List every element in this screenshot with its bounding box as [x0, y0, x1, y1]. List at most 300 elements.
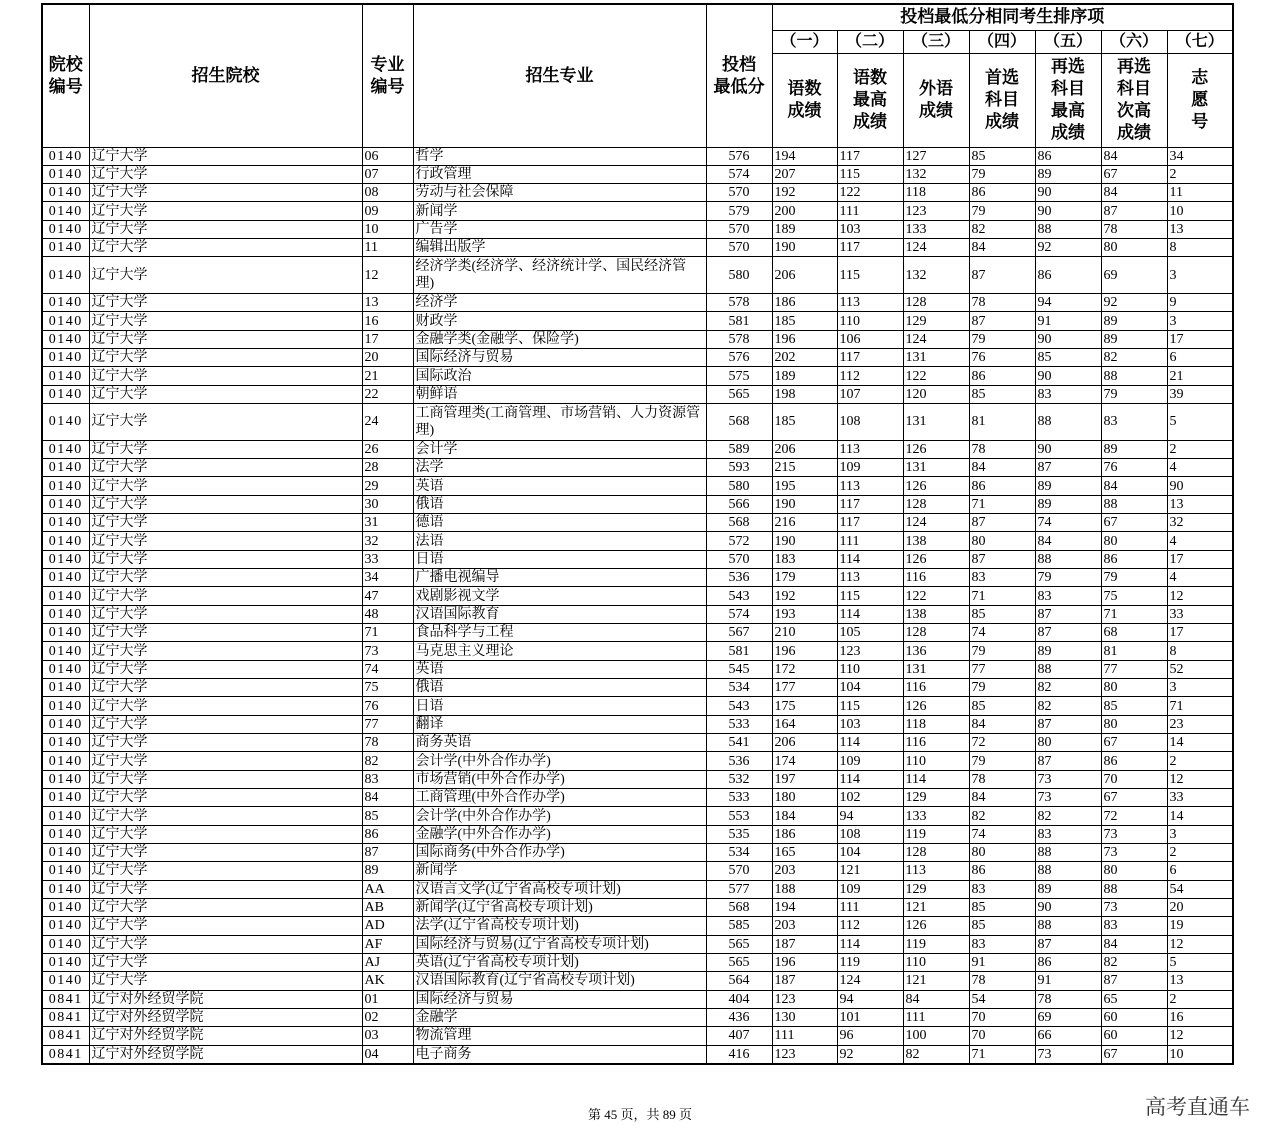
- reselect-second-cell: 80: [1101, 239, 1167, 257]
- chinese-math-score-cell: 165: [772, 844, 837, 862]
- foreign-language-cell: 133: [903, 807, 969, 825]
- chinese-math-score-cell: 210: [772, 624, 837, 642]
- table-row: [42, 385, 1233, 403]
- reselect-highest-cell: 90: [1035, 898, 1101, 916]
- major-code-cell: 07: [362, 165, 413, 183]
- foreign-language-cell: 116: [903, 679, 969, 697]
- min-score-cell: 533: [706, 789, 772, 807]
- preference-number-cell: 2: [1167, 752, 1233, 770]
- table-row: [42, 349, 1233, 367]
- chinese-math-score-cell: 183: [772, 550, 837, 568]
- reselect-second-cell: 68: [1101, 624, 1167, 642]
- chinese-math-score-cell: 202: [772, 349, 837, 367]
- preference-number-cell: 9: [1167, 294, 1233, 312]
- reselect-highest-cell: 83: [1035, 825, 1101, 843]
- first-subject-cell: 78: [969, 770, 1035, 788]
- reselect-second-cell: 67: [1101, 734, 1167, 752]
- major-name-cell: 编辑出版学: [413, 239, 706, 257]
- reselect-second-cell: 70: [1101, 770, 1167, 788]
- school-name-cell: 辽宁大学: [89, 532, 362, 550]
- chinese-math-score-cell: 177: [772, 679, 837, 697]
- major-code-cell: 06: [362, 147, 413, 165]
- preference-number-cell: 17: [1167, 624, 1233, 642]
- chinese-math-score-cell: 185: [772, 312, 837, 330]
- min-score-cell: 566: [706, 495, 772, 513]
- school-name-cell: 辽宁大学: [89, 367, 362, 385]
- min-score-cell: 565: [706, 935, 772, 953]
- major-name-cell: 日语: [413, 697, 706, 715]
- foreign-language-cell: 132: [903, 165, 969, 183]
- reselect-second-cell: 73: [1101, 825, 1167, 843]
- school-name-cell: 辽宁大学: [89, 844, 362, 862]
- table-row: [42, 844, 1233, 862]
- major-name-cell: 会计学: [413, 440, 706, 458]
- min-score-cell: 578: [706, 294, 772, 312]
- school-name-cell: 辽宁大学: [89, 624, 362, 642]
- school-code-cell: 0140: [42, 440, 89, 458]
- major-code-cell: 21: [362, 367, 413, 385]
- school-code-cell: 0140: [42, 294, 89, 312]
- preference-number-cell: 34: [1167, 147, 1233, 165]
- table-row: [42, 330, 1233, 348]
- reselect-second-cell: 82: [1101, 349, 1167, 367]
- header-tiebreak-4-number: （四）: [969, 30, 1035, 53]
- foreign-language-cell: 128: [903, 294, 969, 312]
- table-row: [42, 935, 1233, 953]
- school-name-cell: 辽宁大学: [89, 935, 362, 953]
- first-subject-cell: 85: [969, 917, 1035, 935]
- table-row: [42, 752, 1233, 770]
- foreign-language-cell: 131: [903, 404, 969, 441]
- preference-number-cell: 90: [1167, 477, 1233, 495]
- foreign-language-cell: 120: [903, 385, 969, 403]
- school-code-cell: 0140: [42, 734, 89, 752]
- chinese-math-max-cell: 114: [837, 770, 903, 788]
- chinese-math-score-cell: 198: [772, 385, 837, 403]
- school-name-cell: 辽宁大学: [89, 569, 362, 587]
- table-row: [42, 294, 1233, 312]
- school-code-cell: 0140: [42, 605, 89, 623]
- school-code-cell: 0140: [42, 862, 89, 880]
- reselect-highest-cell: 87: [1035, 459, 1101, 477]
- school-name-cell: 辽宁大学: [89, 257, 362, 294]
- min-score-cell: 576: [706, 349, 772, 367]
- chinese-math-score-cell: 130: [772, 1008, 837, 1026]
- school-name-cell: 辽宁大学: [89, 220, 362, 238]
- chinese-math-max-cell: 119: [837, 953, 903, 971]
- min-score-cell: 532: [706, 770, 772, 788]
- min-score-cell: 580: [706, 477, 772, 495]
- major-name-cell: 经济学类(经济学、经济统计学、国民经济管理): [413, 257, 706, 294]
- preference-number-cell: 12: [1167, 587, 1233, 605]
- foreign-language-cell: 129: [903, 880, 969, 898]
- first-subject-cell: 77: [969, 660, 1035, 678]
- preference-number-cell: 13: [1167, 220, 1233, 238]
- reselect-second-cell: 60: [1101, 1027, 1167, 1045]
- foreign-language-cell: 126: [903, 477, 969, 495]
- chinese-math-max-cell: 94: [837, 807, 903, 825]
- table-row: [42, 825, 1233, 843]
- reselect-second-cell: 80: [1101, 679, 1167, 697]
- table-row: [42, 312, 1233, 330]
- school-name-cell: 辽宁大学: [89, 697, 362, 715]
- reselect-highest-cell: 73: [1035, 770, 1101, 788]
- chinese-math-score-cell: 111: [772, 1027, 837, 1045]
- chinese-math-max-cell: 111: [837, 898, 903, 916]
- school-code-cell: 0140: [42, 789, 89, 807]
- major-code-cell: 01: [362, 990, 413, 1008]
- table-row: [42, 184, 1233, 202]
- table-row: [42, 862, 1233, 880]
- min-score-cell: 553: [706, 807, 772, 825]
- header-reselect-highest-score: 再选 科目 最高 成绩: [1035, 53, 1101, 147]
- table-row: [42, 1008, 1233, 1026]
- chinese-math-score-cell: 195: [772, 477, 837, 495]
- preference-number-cell: 52: [1167, 660, 1233, 678]
- table-row: [42, 734, 1233, 752]
- preference-number-cell: 13: [1167, 495, 1233, 513]
- school-code-cell: 0140: [42, 349, 89, 367]
- min-score-cell: 416: [706, 1045, 772, 1064]
- school-name-cell: 辽宁大学: [89, 642, 362, 660]
- chinese-math-score-cell: 190: [772, 495, 837, 513]
- first-subject-cell: 80: [969, 532, 1035, 550]
- foreign-language-cell: 132: [903, 257, 969, 294]
- reselect-highest-cell: 90: [1035, 184, 1101, 202]
- chinese-math-score-cell: 207: [772, 165, 837, 183]
- first-subject-cell: 70: [969, 1008, 1035, 1026]
- min-score-cell: 576: [706, 147, 772, 165]
- major-code-cell: 26: [362, 440, 413, 458]
- school-name-cell: 辽宁大学: [89, 202, 362, 220]
- reselect-highest-cell: 82: [1035, 697, 1101, 715]
- min-score-cell: 533: [706, 715, 772, 733]
- table-row: [42, 605, 1233, 623]
- min-score-cell: 568: [706, 898, 772, 916]
- school-code-cell: 0140: [42, 239, 89, 257]
- table-row: [42, 880, 1233, 898]
- school-name-cell: 辽宁大学: [89, 752, 362, 770]
- reselect-second-cell: 80: [1101, 862, 1167, 880]
- reselect-second-cell: 80: [1101, 715, 1167, 733]
- chinese-math-max-cell: 117: [837, 514, 903, 532]
- preference-number-cell: 12: [1167, 1027, 1233, 1045]
- min-score-cell: 407: [706, 1027, 772, 1045]
- chinese-math-max-cell: 113: [837, 440, 903, 458]
- foreign-language-cell: 128: [903, 495, 969, 513]
- chinese-math-score-cell: 184: [772, 807, 837, 825]
- foreign-language-cell: 126: [903, 697, 969, 715]
- foreign-language-cell: 131: [903, 349, 969, 367]
- major-name-cell: 会计学(中外合作办学): [413, 807, 706, 825]
- school-name-cell: 辽宁大学: [89, 459, 362, 477]
- min-score-cell: 574: [706, 165, 772, 183]
- major-code-cell: 85: [362, 807, 413, 825]
- min-score-cell: 545: [706, 660, 772, 678]
- school-code-cell: 0140: [42, 147, 89, 165]
- school-name-cell: 辽宁大学: [89, 660, 362, 678]
- major-code-cell: 04: [362, 1045, 413, 1064]
- reselect-second-cell: 67: [1101, 165, 1167, 183]
- major-code-cell: AF: [362, 935, 413, 953]
- major-name-cell: 戏剧影视文学: [413, 587, 706, 605]
- table-header: [42, 4, 1233, 147]
- first-subject-cell: 54: [969, 990, 1035, 1008]
- first-subject-cell: 79: [969, 165, 1035, 183]
- table-row: [42, 440, 1233, 458]
- min-score-cell: 570: [706, 550, 772, 568]
- reselect-highest-cell: 86: [1035, 147, 1101, 165]
- page-number: 第 45 页，共 89 页: [587, 1107, 692, 1122]
- preference-number-cell: 10: [1167, 1045, 1233, 1064]
- school-code-cell: 0140: [42, 367, 89, 385]
- chinese-math-score-cell: 190: [772, 239, 837, 257]
- chinese-math-max-cell: 101: [837, 1008, 903, 1026]
- major-name-cell: 行政管理: [413, 165, 706, 183]
- foreign-language-cell: 129: [903, 312, 969, 330]
- reselect-second-cell: 85: [1101, 697, 1167, 715]
- reselect-second-cell: 88: [1101, 367, 1167, 385]
- min-score-cell: 570: [706, 862, 772, 880]
- chinese-math-score-cell: 179: [772, 569, 837, 587]
- major-name-cell: 英语: [413, 477, 706, 495]
- foreign-language-cell: 131: [903, 660, 969, 678]
- chinese-math-max-cell: 106: [837, 330, 903, 348]
- preference-number-cell: 6: [1167, 862, 1233, 880]
- foreign-language-cell: 136: [903, 642, 969, 660]
- chinese-math-max-cell: 123: [837, 642, 903, 660]
- school-name-cell: 辽宁大学: [89, 972, 362, 990]
- foreign-language-cell: 114: [903, 770, 969, 788]
- chinese-math-max-cell: 124: [837, 972, 903, 990]
- first-subject-cell: 82: [969, 220, 1035, 238]
- major-name-cell: 汉语国际教育(辽宁省高校专项计划): [413, 972, 706, 990]
- school-name-cell: 辽宁大学: [89, 404, 362, 441]
- chinese-math-max-cell: 117: [837, 147, 903, 165]
- reselect-second-cell: 84: [1101, 147, 1167, 165]
- foreign-language-cell: 131: [903, 459, 969, 477]
- first-subject-cell: 85: [969, 898, 1035, 916]
- major-code-cell: 10: [362, 220, 413, 238]
- chinese-math-max-cell: 113: [837, 294, 903, 312]
- chinese-math-max-cell: 112: [837, 367, 903, 385]
- chinese-math-score-cell: 196: [772, 330, 837, 348]
- first-subject-cell: 72: [969, 734, 1035, 752]
- chinese-math-max-cell: 109: [837, 459, 903, 477]
- school-code-cell: 0140: [42, 898, 89, 916]
- major-name-cell: 法学(辽宁省高校专项计划): [413, 917, 706, 935]
- min-score-cell: 570: [706, 184, 772, 202]
- school-name-cell: 辽宁大学: [89, 495, 362, 513]
- preference-number-cell: 12: [1167, 935, 1233, 953]
- chinese-math-max-cell: 112: [837, 917, 903, 935]
- reselect-second-cell: 65: [1101, 990, 1167, 1008]
- reselect-highest-cell: 86: [1035, 953, 1101, 971]
- first-subject-cell: 85: [969, 697, 1035, 715]
- header-tiebreak-3-number: （三）: [903, 30, 969, 53]
- reselect-second-cell: 73: [1101, 898, 1167, 916]
- table-row: [42, 477, 1233, 495]
- major-code-cell: 34: [362, 569, 413, 587]
- chinese-math-score-cell: 200: [772, 202, 837, 220]
- preference-number-cell: 3: [1167, 257, 1233, 294]
- header-first-subject-score: 首选 科目 成绩: [969, 53, 1035, 147]
- school-code-cell: 0140: [42, 697, 89, 715]
- min-score-cell: 543: [706, 697, 772, 715]
- first-subject-cell: 84: [969, 239, 1035, 257]
- reselect-second-cell: 81: [1101, 642, 1167, 660]
- table-row: [42, 642, 1233, 660]
- chinese-math-score-cell: 172: [772, 660, 837, 678]
- major-name-cell: 德语: [413, 514, 706, 532]
- table-row: [42, 660, 1233, 678]
- foreign-language-cell: 128: [903, 624, 969, 642]
- major-code-cell: 29: [362, 477, 413, 495]
- reselect-second-cell: 84: [1101, 935, 1167, 953]
- table-row: [42, 1045, 1233, 1064]
- header-reselect-second-score: 再选 科目 次高 成绩: [1101, 53, 1167, 147]
- major-name-cell: 经济学: [413, 294, 706, 312]
- table-row: [42, 1027, 1233, 1045]
- school-code-cell: 0140: [42, 532, 89, 550]
- foreign-language-cell: 116: [903, 734, 969, 752]
- table-row: [42, 624, 1233, 642]
- table-row: [42, 532, 1233, 550]
- first-subject-cell: 85: [969, 147, 1035, 165]
- min-score-cell: 578: [706, 330, 772, 348]
- first-subject-cell: 85: [969, 605, 1035, 623]
- school-code-cell: 0140: [42, 679, 89, 697]
- major-code-cell: 48: [362, 605, 413, 623]
- first-subject-cell: 84: [969, 789, 1035, 807]
- foreign-language-cell: 119: [903, 935, 969, 953]
- school-name-cell: 辽宁大学: [89, 165, 362, 183]
- reselect-second-cell: 82: [1101, 953, 1167, 971]
- table-row: [42, 550, 1233, 568]
- preference-number-cell: 8: [1167, 642, 1233, 660]
- major-name-cell: 食品科学与工程: [413, 624, 706, 642]
- chinese-math-score-cell: 192: [772, 184, 837, 202]
- school-code-cell: 0140: [42, 202, 89, 220]
- chinese-math-score-cell: 196: [772, 642, 837, 660]
- major-name-cell: 物流管理: [413, 1027, 706, 1045]
- reselect-highest-cell: 74: [1035, 514, 1101, 532]
- major-code-cell: 82: [362, 752, 413, 770]
- table-row: [42, 953, 1233, 971]
- foreign-language-cell: 127: [903, 147, 969, 165]
- reselect-second-cell: 78: [1101, 220, 1167, 238]
- reselect-second-cell: 83: [1101, 917, 1167, 935]
- preference-number-cell: 16: [1167, 1008, 1233, 1026]
- major-name-cell: 工商管理类(工商管理、市场营销、人力资源管理): [413, 404, 706, 441]
- chinese-math-score-cell: 189: [772, 367, 837, 385]
- first-subject-cell: 78: [969, 972, 1035, 990]
- major-code-cell: 71: [362, 624, 413, 642]
- reselect-second-cell: 86: [1101, 550, 1167, 568]
- major-code-cell: 31: [362, 514, 413, 532]
- foreign-language-cell: 82: [903, 1045, 969, 1064]
- chinese-math-score-cell: 189: [772, 220, 837, 238]
- foreign-language-cell: 129: [903, 789, 969, 807]
- reselect-highest-cell: 66: [1035, 1027, 1101, 1045]
- watermark: 高考直通车: [1145, 1095, 1250, 1119]
- reselect-second-cell: 84: [1101, 184, 1167, 202]
- major-code-cell: 20: [362, 349, 413, 367]
- first-subject-cell: 78: [969, 440, 1035, 458]
- major-name-cell: 市场营销(中外合作办学): [413, 770, 706, 788]
- major-name-cell: 商务英语: [413, 734, 706, 752]
- foreign-language-cell: 113: [903, 862, 969, 880]
- reselect-highest-cell: 88: [1035, 917, 1101, 935]
- reselect-highest-cell: 91: [1035, 972, 1101, 990]
- foreign-language-cell: 126: [903, 550, 969, 568]
- chinese-math-max-cell: 102: [837, 789, 903, 807]
- min-score-cell: 589: [706, 440, 772, 458]
- preference-number-cell: 4: [1167, 532, 1233, 550]
- school-name-cell: 辽宁大学: [89, 349, 362, 367]
- chinese-math-score-cell: 123: [772, 1045, 837, 1064]
- school-name-cell: 辽宁大学: [89, 953, 362, 971]
- first-subject-cell: 84: [969, 715, 1035, 733]
- chinese-math-score-cell: 185: [772, 404, 837, 441]
- major-code-cell: 30: [362, 495, 413, 513]
- first-subject-cell: 82: [969, 807, 1035, 825]
- chinese-math-max-cell: 103: [837, 715, 903, 733]
- school-name-cell: 辽宁大学: [89, 587, 362, 605]
- foreign-language-cell: 123: [903, 202, 969, 220]
- school-code-cell: 0140: [42, 514, 89, 532]
- reselect-second-cell: 69: [1101, 257, 1167, 294]
- major-code-cell: 28: [362, 459, 413, 477]
- school-name-cell: 辽宁大学: [89, 312, 362, 330]
- chinese-math-score-cell: 194: [772, 898, 837, 916]
- major-name-cell: 国际商务(中外合作办学): [413, 844, 706, 862]
- major-code-cell: 33: [362, 550, 413, 568]
- chinese-math-max-cell: 114: [837, 550, 903, 568]
- chinese-math-score-cell: 123: [772, 990, 837, 1008]
- major-code-cell: AJ: [362, 953, 413, 971]
- reselect-second-cell: 76: [1101, 459, 1167, 477]
- first-subject-cell: 83: [969, 880, 1035, 898]
- chinese-math-max-cell: 115: [837, 257, 903, 294]
- foreign-language-cell: 133: [903, 220, 969, 238]
- preference-number-cell: 3: [1167, 679, 1233, 697]
- school-name-cell: 辽宁大学: [89, 789, 362, 807]
- reselect-highest-cell: 90: [1035, 330, 1101, 348]
- chinese-math-max-cell: 110: [837, 660, 903, 678]
- school-code-cell: 0841: [42, 990, 89, 1008]
- reselect-second-cell: 88: [1101, 880, 1167, 898]
- major-name-cell: 工商管理(中外合作办学): [413, 789, 706, 807]
- reselect-highest-cell: 83: [1035, 587, 1101, 605]
- reselect-second-cell: 73: [1101, 844, 1167, 862]
- major-name-cell: 新闻学(辽宁省高校专项计划): [413, 898, 706, 916]
- foreign-language-cell: 116: [903, 569, 969, 587]
- reselect-second-cell: 79: [1101, 385, 1167, 403]
- min-score-cell: 575: [706, 367, 772, 385]
- first-subject-cell: 86: [969, 862, 1035, 880]
- table-row: [42, 147, 1233, 165]
- chinese-math-max-cell: 109: [837, 880, 903, 898]
- preference-number-cell: 23: [1167, 715, 1233, 733]
- first-subject-cell: 86: [969, 184, 1035, 202]
- reselect-highest-cell: 87: [1035, 752, 1101, 770]
- school-code-cell: 0140: [42, 550, 89, 568]
- first-subject-cell: 79: [969, 202, 1035, 220]
- school-code-cell: 0140: [42, 385, 89, 403]
- reselect-second-cell: 71: [1101, 605, 1167, 623]
- min-score-cell: 572: [706, 532, 772, 550]
